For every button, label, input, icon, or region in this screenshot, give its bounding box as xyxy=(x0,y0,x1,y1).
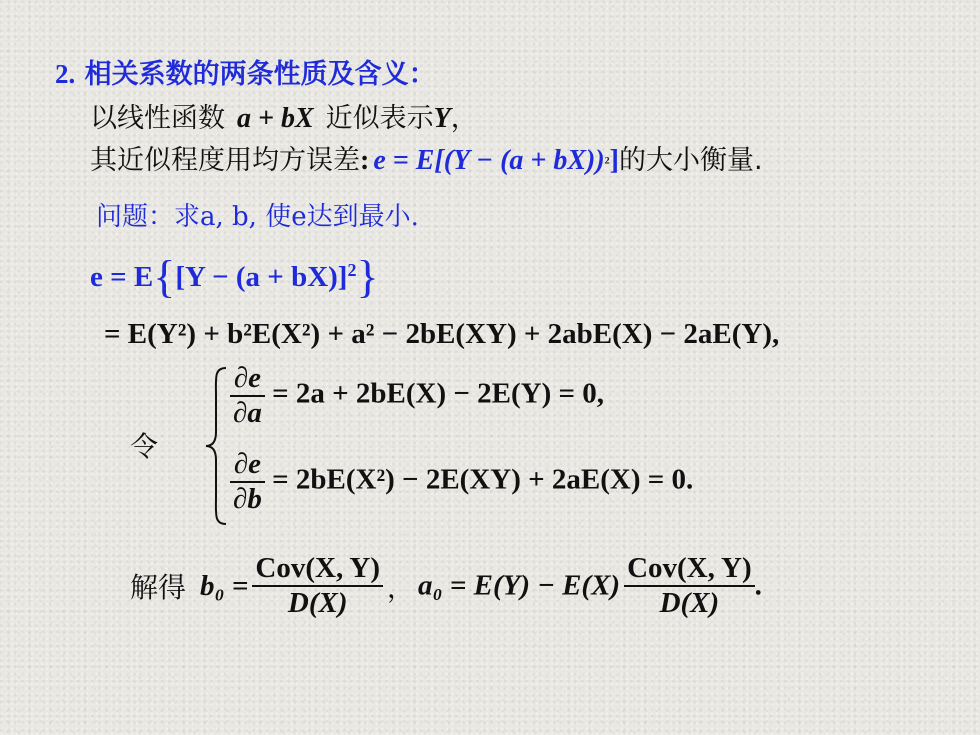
title-text: 相关系数的两条性质及含义： xyxy=(84,59,436,90)
ling-label: 令 xyxy=(130,430,159,463)
line2-colon: : xyxy=(360,145,370,176)
eq-partial-b xyxy=(230,448,693,516)
question-line: 问题：求a, b, 使e达到最小. xyxy=(96,202,419,232)
brace-open: { xyxy=(153,251,176,302)
jiede-label: 解得 xyxy=(130,571,187,604)
b0-fraction xyxy=(252,552,383,620)
brace-close: } xyxy=(356,251,379,302)
line1-pre: 以线性函数 xyxy=(90,103,225,134)
pd1-rhs: = 2a + 2bE(X) − 2E(Y) = 0, xyxy=(272,377,605,410)
pd2-den: ∂b xyxy=(233,483,262,515)
line1-mid: 近似表示 xyxy=(325,103,434,134)
pd1-den: ∂a xyxy=(233,397,262,429)
line2-expr: e = E[(Y − (a + bX)) xyxy=(373,145,605,176)
pd1-fraction xyxy=(230,362,265,430)
a0-lhs: a₀ = E(Y) − E(X) xyxy=(417,569,621,602)
b0-num: Cov(X, Y) xyxy=(252,552,383,587)
pd2-rhs: = 2bE(X²) − 2E(XY) + 2aE(X) = 0. xyxy=(272,463,694,496)
line2-sq: 2 xyxy=(604,155,610,167)
pd1-num: ∂e xyxy=(230,362,265,397)
b0-den: D(X) xyxy=(287,587,348,619)
line1-expr: a + bX xyxy=(237,103,314,134)
solution-sep: ， xyxy=(386,573,414,605)
b0-lhs: b₀ = xyxy=(200,569,249,602)
eq-partial-a xyxy=(230,362,604,430)
title-number: 2. xyxy=(55,59,76,89)
a0-num: Cov(X, Y) xyxy=(624,552,755,587)
eq-e-lhs: e = E xyxy=(90,261,154,293)
line-mse xyxy=(90,138,763,177)
eq-e-inner: [Y − (a + bX)] xyxy=(175,261,348,293)
a0-den: D(X) xyxy=(659,587,720,619)
line2-pre: 其近似程度用均方误差 xyxy=(90,145,360,176)
slide-title xyxy=(55,52,436,91)
eq-e-sq: 2 xyxy=(347,260,357,281)
line1-post: ， xyxy=(450,103,478,134)
eq-expansion: = E(Y²) + b²E(X²) + a² − 2bE(XY) + 2abE(X) − 2aE(Y), xyxy=(104,318,780,350)
a0-end: . xyxy=(754,569,762,602)
line2-post: 的大小衡量. xyxy=(618,145,763,176)
pd2-fraction xyxy=(230,448,265,516)
line1-var: Y xyxy=(433,103,451,134)
line-approx xyxy=(90,96,478,135)
solution-line xyxy=(130,552,762,620)
a0-fraction xyxy=(624,552,755,620)
left-brace-icon xyxy=(204,366,230,526)
pd2-num: ∂e xyxy=(230,448,265,483)
eq-e-definition xyxy=(90,250,379,303)
line2-close: ] xyxy=(609,145,619,176)
